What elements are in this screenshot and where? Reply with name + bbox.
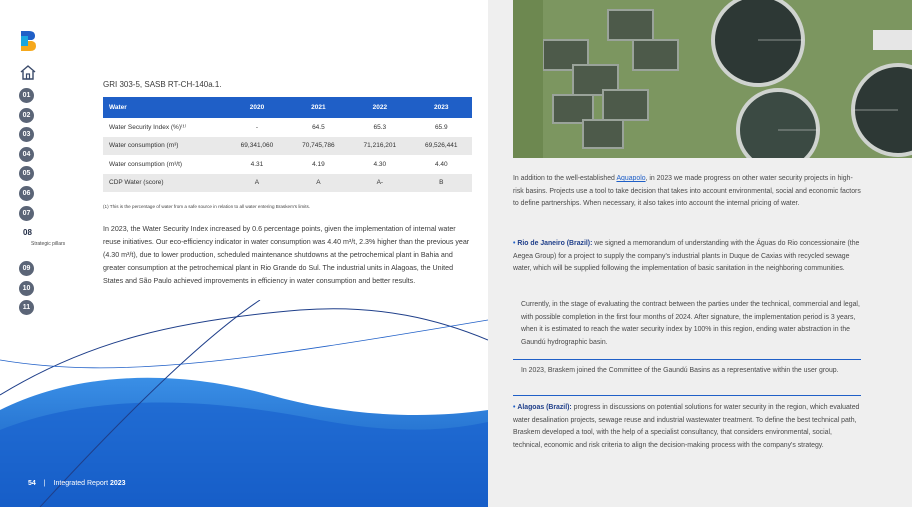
- aquapolo-link[interactable]: Aquapolo: [616, 175, 646, 182]
- report-name: Integrated Report: [53, 480, 110, 487]
- bullet-continuation: Currently, in the stage of evaluating the contract between the parties under the technical, commercial and legal, with possible completion in the first four months of 2024. After signature, the implementation period is 3 years, when it is estimated to reach the water security index by 100% in this region, ending water abstraction in the Gaundú hydrographic basin.: [521, 301, 860, 346]
- gri-reference: GRI 303-5, SASB RT-CH-140a.1.: [103, 80, 222, 89]
- nav-item-10[interactable]: [19, 281, 89, 301]
- water-treatment-plant-photo: [513, 0, 912, 158]
- bullet-title: Rio de Janeiro (Brazil):: [517, 240, 593, 247]
- intro-text-start: In addition to the well-established: [513, 175, 617, 182]
- table-cell: A: [226, 174, 287, 193]
- nav-number[interactable]: 06: [19, 186, 34, 201]
- nav-number[interactable]: 07: [19, 206, 34, 221]
- nav-item-08-active[interactable]: [19, 225, 89, 261]
- table-header: 2023: [411, 97, 472, 118]
- water-indicators-table: [103, 97, 472, 192]
- table-cell: 4.30: [373, 160, 387, 168]
- report-year: 2023: [109, 480, 126, 487]
- table-cell: -: [255, 123, 259, 131]
- decorative-wave-background: [0, 300, 488, 507]
- intro-paragraph: [513, 173, 861, 211]
- chapter-nav: [19, 88, 89, 320]
- table-cell: 65.9: [434, 123, 448, 131]
- table-header-row: [103, 97, 472, 118]
- footer-separator: |: [43, 480, 46, 487]
- callout-box: In 2023, Braskem joined the Committee of the Gaundú Basins as a representative within the user group.: [513, 359, 861, 396]
- nav-item-07[interactable]: [19, 206, 89, 226]
- table-cell: 69,341,060: [226, 137, 287, 156]
- nav-item-01[interactable]: [19, 88, 89, 108]
- page-footer: [28, 480, 126, 487]
- nav-number[interactable]: 11: [19, 300, 34, 315]
- bullet-title: Alagoas (Brazil):: [517, 404, 572, 411]
- table-cell: A-: [349, 174, 410, 193]
- nav-number[interactable]: 03: [19, 127, 34, 142]
- nav-item-04[interactable]: [19, 147, 89, 167]
- bullet-dot-icon: •: [513, 404, 516, 411]
- bullet-text: we signed a memorandum of understanding with the Águas do Rio concessionaire (the Aegea Group) for a project to supply the company's industrial plants in Duque de Caxias with recycled sewage water, which will be supplied following the implementation of basic sanitation in the neighboring communities.: [513, 240, 860, 273]
- table-cell: Water consumption (m³/t): [109, 160, 183, 168]
- nav-number[interactable]: 08: [19, 225, 36, 240]
- nav-number[interactable]: 10: [19, 281, 34, 296]
- nav-item-03[interactable]: [19, 127, 89, 147]
- nav-subtitle: Strategic pillars: [31, 241, 66, 248]
- table-cell: 4.40: [434, 160, 448, 168]
- table-cell: B: [411, 174, 472, 193]
- table-cell: 4.31: [250, 160, 264, 168]
- table-cell: 71,216,201: [349, 137, 410, 156]
- table-header: Water: [103, 97, 226, 118]
- table-row: [103, 174, 472, 193]
- nav-number[interactable]: 02: [19, 108, 34, 123]
- table-cell: 69,526,441: [411, 137, 472, 156]
- table-cell: 4.19: [312, 160, 325, 168]
- table-cell: Water Security Index (%)⁽¹⁾: [109, 124, 187, 132]
- nav-number[interactable]: 09: [19, 261, 34, 276]
- nav-item-09[interactable]: [19, 261, 89, 281]
- table-header: 2022: [349, 97, 410, 118]
- nav-item-06[interactable]: [19, 186, 89, 206]
- home-icon[interactable]: [19, 64, 37, 80]
- table-row: [103, 118, 472, 137]
- table-row: [103, 137, 472, 156]
- table-row: [103, 155, 472, 174]
- bullet-alagoas: [513, 402, 861, 452]
- nav-number[interactable]: 05: [19, 166, 34, 181]
- table-header: 2020: [226, 97, 287, 118]
- braskem-logo-icon: [19, 30, 37, 52]
- table-cell: 64.5: [312, 123, 325, 131]
- table-cell: Water consumption (m³): [103, 137, 226, 156]
- table-header: 2021: [288, 97, 349, 118]
- bullet-text: progress in discussions on potential solutions for water security in the region, which evaluated water desalination projects, sewage reuse and industrial wastewater treatment. To define the best technical path, Braskem developed a tool, with the help of a specialist consultancy, that considers environmental, social, technical, economic and risk criteria to align the decision-making process with the company's strategy.: [513, 404, 860, 449]
- table-footnote: (1) This is the percentage of water from a safe source in relation to all water entering Braskem's limits.: [103, 204, 311, 209]
- nav-number[interactable]: 01: [19, 88, 34, 103]
- table-cell: A: [288, 174, 349, 193]
- intro-text-end: , in 2023 we made progress on other water security projects in high-risk basins. Projects use a tool to take decision that takes into account environmental, social and economic factors to define partnerships. When necessary, it also takes into account the internal pricing of water.: [513, 175, 861, 208]
- table-cell: 65.3: [373, 123, 387, 131]
- right-page: [488, 0, 912, 507]
- nav-item-02[interactable]: [19, 108, 89, 128]
- nav-item-05[interactable]: [19, 166, 89, 186]
- page-number: 54: [28, 480, 36, 487]
- body-paragraph: In 2023, the Water Security Index increased by 0.6 percentage points, given the implementation of internal water reuse initiatives. Our eco-efficiency indicator in water consumption was 4.40 m³/t, 2.3% higher than the previous year (4.30 m³/t), due to lower production, scheduled maintenance shutdowns at the petrochemical plant in Bahia and greater consumption at the petrochemical plant in Rio Grande do Sul. The industrial units in Alagoas, the United States and São Paulo achieved improvements in efficiency in water consumption and better results.: [103, 225, 470, 285]
- nav-number[interactable]: 04: [19, 147, 34, 162]
- table-cell: 70,745,786: [288, 137, 349, 156]
- table-cell: CDP Water (score): [103, 174, 226, 193]
- bullet-dot-icon: •: [513, 240, 516, 247]
- bullet-rio-de-janeiro: [513, 238, 861, 276]
